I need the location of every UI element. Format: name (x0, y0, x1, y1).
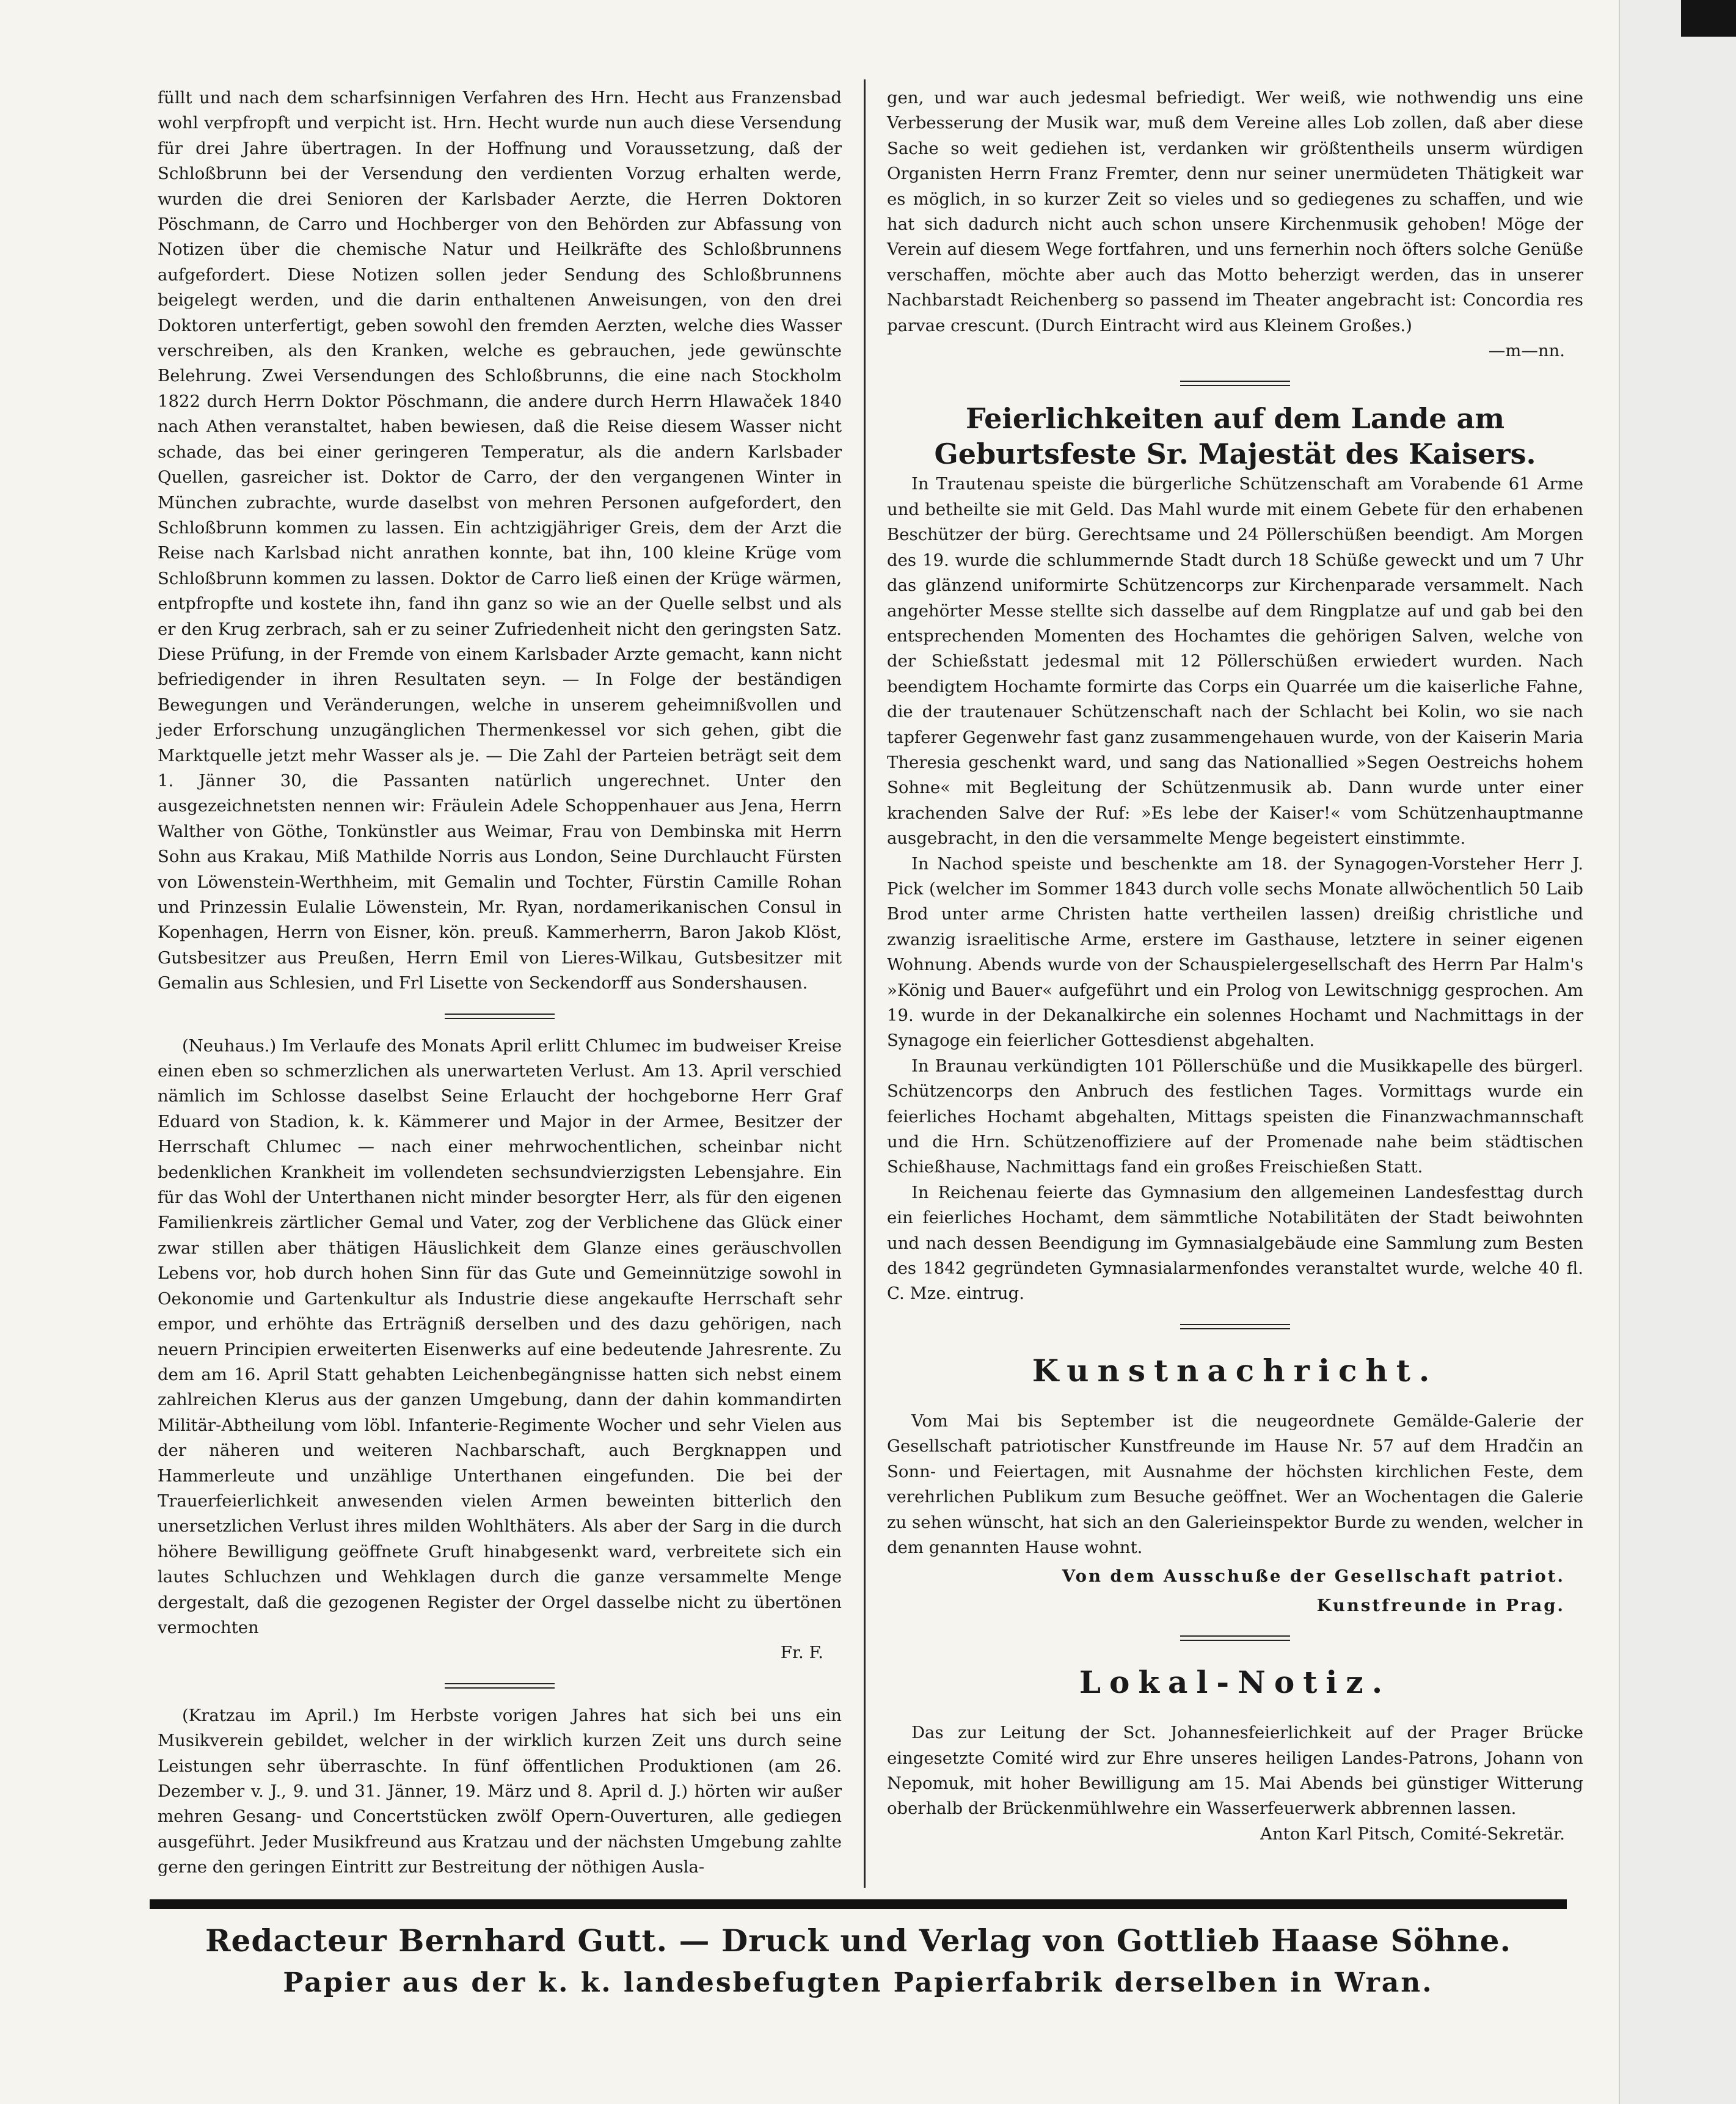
article-trautenau: In Trautenau speiste die bürgerliche Schützenschaft am Vorabende 61 Arme und betheilte sie mit Geld. Das Mahl wurde mit einem Gebete für den erhabenen Beschützer der bürg. Gerechtsame und 24 Pöllerschüßen beendigt. Am Morgen des 19. wurde die schlummernde Stadt durch 18 Schüße geweckt und um 7 Uhr das glänzend uniformirte Schützencorps zur Kirchenparade versammelt. Nach angehörter Messe stellte sich dasselbe auf dem Ringplatze auf und gab bei den entsprechenden Momenten des Hochamtes die gehörigen Salven, welche von der Schießstatt jedesmal mit 12 Pöllerschüßen erwiedert wurden. Nach beendigtem Hochamte formirte das Corps ein Quarrée um die kaiserliche Fahne, die der trautenauer Schützenschaft nach der Schlacht bei Kolin, wo sie nach tapferer Gegenwehr fast ganz zusammengehauen wurde, von der Kaiserin Maria Theresia geschenkt ward, und sang das Nationallied »Segen Oestreichs hohem Sohne« mit Begleitung der Schützenmusik ab. Dann wurde unter einer krachenden Salve der Ruf: »Es lebe der Kaiser!« vom Schützenhauptmanne ausgebracht, in den die versammelte Menge begeistert einstimmte. (887, 474, 1583, 849)
separator-rule (445, 1683, 555, 1689)
article-johannesfeier: Das zur Leitung der Sct. Johannesfeierlichkeit auf der Prager Brücke eingesetzte Comité wird zur Ehre unseres heiligen Landes-Patrons, Johann von Nepomuk, mit hoher Bewilligung am 15. Mai Abends bei günstiger Witterung oberhalb der Brückenmühlwehre ein Wasserfeuerwerk abbrennen lassen. (887, 1723, 1583, 1819)
article-karlsbad: füllt und nach dem scharfsinnigen Verfahren des Hrn. Hecht aus Franzensbad wohl verpfropft und verpicht ist. Hrn. Hecht wurde nun auch diese Versendung für drei Jahre übertragen. In der Hoffnung und Voraussetzung, daß der Schloßbrunn bei der Versendung den verdienten Vorzug erhalten werde, wurden die drei Senioren der Karlsbader Aerzte, die Herren Doktoren Pöschmann, de Carro und Hochberger von den Behörden zur Abfassung von Notizen über die chemische Natur und Heilkräfte des Schloßbrunnens aufgefordert. Diese Notizen sollen jeder Sendung des Schloßbrunnens beigelegt werden, und die darin enthaltenen Anweisungen, von den drei Doktoren unterfertigt, geben sowohl den fremden Aerzten, welche dies Wasser verschreiben, als den Kranken, welche es gebrauchen, jede gewünschte Belehrung. Zwei Versendungen des Schloßbrunns, die eine nach Stockholm 1822 durch Herrn Doktor Pöschmann, die andere durch Herrn Hlawaček 1840 nach Athen veranstaltet, haben bewiesen, daß die Reise diesem Wasser nicht schade, das bei einer geringeren Temperatur, als die andern Karlsbader Quellen, gasreicher ist. Doktor de Carro, der den vergangenen Winter in München zubrachte, wurde daselbst von mehren Personen aufgefordert, den Schloßbrunn kommen zu lassen. Ein achtzigjähriger Greis, dem der Arzt die Reise nach Karlsbad nicht anrathen konnte, bat ihn, 100 kleine Krüge vom Schloßbrunn kommen zu lassen. Doktor de Carro ließ einen der Krüge wärmen, entpfropfte und kostete ihn, fand ihn ganz so wie an der Quelle selbst und als er den Krug zerbrach, sah er zu seiner Zufriedenheit nicht den geringsten Satz. Diese Prüfung, in der Fremde von einem Karlsbader Arzte gemacht, kann nicht befriedigender in ihren Resultaten seyn. — In Folge der beständigen Bewegungen und Veränderungen, welche in unserem geheimnißvollen und jeder Erforschung unzugänglichen Thermenkessel vor sich gehen, gibt die Marktquelle jetzt mehr Wasser als je. — Die Zahl der Parteien beträgt seit dem 1. Jänner 30, die Passanten natürlich ungerechnet. Unter den ausgezeichnetsten nennen wir: Fräulein Adele Schoppenhauer aus Jena, Herrn Walther von Göthe, Tonkünstler aus Weimar, Frau von Dembinska mit Herrn Sohn aus Krakau, Miß Mathilde Norris aus London, Seine Durchlaucht Fürsten von Löwenstein-Werthheim, mit Gemalin und Tochter, Fürstin Camille Rohan und Prinzessin Eulalie Löwenstein, Mr. Ryan, nordamerikanischen Consul in Kopenhagen, Herrn von Eisner, kön. preuß. Kammerherrn, Baron Jakob Klöst, Gutsbesitzer aus Preußen, Herrn Emil von Lieres-Wilkau, Gutsbesitzer mit Gemalin aus Schlesien, und Frl Lisette von Seckendorff aus Sondershausen. (158, 88, 842, 993)
article-reichenau: In Reichenau feierte das Gymnasium den allgemeinen Landesfesttag durch ein feierliches Hochamt, dem sämmtliche Notabilitäten der Stadt beiwohnten und nach dessen Beendigung im Gymnasialgebäude eine Sammlung zum Besten des 1842 gegründeten Gymnasialarmenfondes veranstaltet wurde, welche 40 fl. C. Mze. eintrug. (887, 1182, 1583, 1304)
separator-rule (1180, 1635, 1290, 1641)
footer-imprint-editor: Redacteur Bernhard Gutt. — Druck und Verlag von Gottlieb Haase Söhne. (205, 1923, 1511, 1959)
left-column (158, 86, 842, 1880)
section-heading-feierlichkeiten: Feierlichkeiten auf dem Lande am Geburtsfeste Sr. Majestät des Kaisers. (934, 402, 1536, 471)
section-heading-kunstnachricht: Kunstnachricht. (1032, 1352, 1439, 1389)
footer-imprint-paper: Papier aus der k. k. landesbefugten Papierfabrik derselben in Wran. (283, 1967, 1434, 1998)
corner-tab (1681, 0, 1736, 37)
signature-ausschuss-line1: Von dem Ausschuße der Gesellschaft patriot. (1062, 1566, 1565, 1587)
footer-rule (150, 1899, 1567, 1909)
article-braunau: In Braunau verkündigten 101 Pöllerschüße und die Musikkapelle des bürgerl. Schützencorps den Anbruch des festlichen Tages. Vormittags wurde ein feierliches Hochamt abgehalten, Mittags speisten die Finanzwachmannschaft und die Hrn. Schützenoffiziere auf der Promenade nahe beim städtischen Schießhause, Nachmittags fand ein großes Freischießen Statt. (887, 1056, 1583, 1177)
separator-rule (1180, 381, 1290, 386)
article-galerie: Vom Mai bis September ist die neugeordnete Gemälde-Galerie der Gesellschaft patriotischer Kunstfreunde im Hause Nr. 57 auf dem Hradčin an Sonn- und Feiertagen, mit Ausnahme der höchsten kirchlichen Feste, dem verehrlichen Publikum zum Besuche geöffnet. Wer an Wochentagen die Galerie zu sehen wünscht, hat sich an den Galerieinspektor Burde zu wenden, welcher in dem genannten Hause wohnt. (887, 1411, 1583, 1557)
signature-pitsch: Anton Karl Pitsch, Comité-Sekretär. (1260, 1824, 1565, 1844)
article-kratzau-cont: gen, und war auch jedesmal befriedigt. Wer weiß, wie nothwendig uns eine Verbesserung der Musik war, muß dem Vereine alles Lob zollen, daß aber diese Sache so weit gediehen ist, verdanken wir größtentheils unserm würdigen Organisten Herrn Franz Fremter, denn nur seiner unermüdeten Thätigkeit war es möglich, in so kurzer Zeit so vieles und so gediegenes zu schaffen, und wie hat sich dadurch nicht auch schon unsere Kirchenmusik gehoben! Möge der Verein auf diesem Wege fortfahren, und uns fernerhin noch öfters solche Genüße verschaffen, möchte aber auch das Motto beherzigt werden, das in unserer Nachbarstadt Reichenberg so passend im Theater angebracht ist: Concordia res parvae crescunt. (Durch Eintracht wird aus Kleinem Großes.) (887, 88, 1583, 335)
article-nachod: In Nachod speiste und beschenkte am 18. der Synagogen-Vorsteher Herr J. Pick (welcher im Sommer 1843 durch volle sechs Monate allwöchentlich 50 Laib Brod unter arme Christen hatte vertheilen lassen) dreißig christliche und zwanzig israelitische Arme, erstere im Gasthause, letztere in seiner eigenen Wohnung. Abends wurde von der Schauspielergesellschaft des Herrn Par Halm's »König und Bauer« aufgeführt und ein Prolog von Lewitschnigg gesprochen. Am 19. wurde in der Dekanalkirche ein solennes Hochamt und Nachmittags in der Synagoge ein feierlicher Gottesdienst abgehalten. (887, 853, 1583, 1051)
signature-mnn: —m—nn. (1488, 341, 1565, 361)
article-kratzau: (Kratzau im April.) Im Herbste vorigen Jahres hat sich bei uns ein Musikverein gebildet, welcher in der wirklich kurzen Zeit uns durch seine Leistungen sehr überraschte. In fünf öffentlichen Produktionen (am 26. Dezember v. J., 9. und 31. Jänner, 19. März und 8. April d. J.) hörten wir außer mehren Gesang- und Concertstücken zwölf Opern-Ouverturen, alle gediegen ausgeführt. Jeder Musikfreund aus Kratzau und der nächsten Umgebung zahlte gerne den geringen Eintritt zur Bestreitung der nöthigen Ausla- (158, 1705, 842, 1877)
separator-rule (445, 1014, 555, 1019)
signature-fr-f: Fr. F. (780, 1643, 823, 1663)
column-divider (864, 79, 866, 1888)
section-heading-lokal-notiz: Lokal-Notiz. (1079, 1664, 1391, 1701)
article-neuhaus: (Neuhaus.) Im Verlaufe des Monats April erlitt Chlumec im budweiser Kreise einen eben so schmerzlichen als unerwarteten Verlust. Am 13. April verschied nämlich im Schlosse daselbst Seine Erlaucht der hochgeborne Herr Graf Eduard von Stadion, k. k. Kämmerer und Major in der Armee, Besitzer der Herrschaft Chlumec — nach einer mehrwochentlichen, scheinbar nicht bedenklichen Krankheit im vollendeten sechsundvierzigsten Lebensjahre. Ein für das Wohl der Unterthanen nicht minder besorgter Herr, als für den eigenen Familienkreis zärtlicher Gemal und Vater, zog der Verblichene das Glück einer zwar stillen aber thätigen Häuslichkeit dem Glanze eines geräuschvollen Lebens vor, hob durch hohen Sinn für das Gute und Gemeinnützige sowohl in Oekonomie und Gartenkultur als Industrie diese angekaufte Herrschaft sehr empor, und erhöhte das Erträgniß derselben und des dazu gehörigen, nach neuern Principien erweiterten Eisenwerks auf eine bedeutende Jahresrente. Zu dem am 16. April Statt gehabten Leichenbegängnisse hatten sich nebst einem zahlreichen Klerus aus der ganzen Umgebung, dann der dahin kommandirten Militär-Abtheilung vom löbl. Infanterie-Regimente Wocher und sehr Vielen aus der näheren und weiteren Nachbarschaft, auch Bergknappen und Hammerleute und unzählige Unterthanen eingefunden. Die bei der Trauerfeierlichkeit anwesenden vielen Armen beweinten bitterlich den unersetzlichen Verlust ihres milden Wohlthäters. Als aber der Sarg in die durch höhere Bewilligung geöffnete Gruft hinabgesenkt ward, verbreitete sich ein lautes Schluchzen und Wehklagen durch die ganze versammelte Menge dergestalt, daß die gezogenen Register der Orgel dasselbe nicht zu übertönen vermochten (158, 1036, 842, 1637)
right-column (887, 86, 1583, 1847)
separator-rule (1180, 1324, 1290, 1329)
page-margin-strip (1619, 0, 1736, 2104)
signature-ausschuss-line2: Kunstfreunde in Prag. (1316, 1595, 1565, 1615)
